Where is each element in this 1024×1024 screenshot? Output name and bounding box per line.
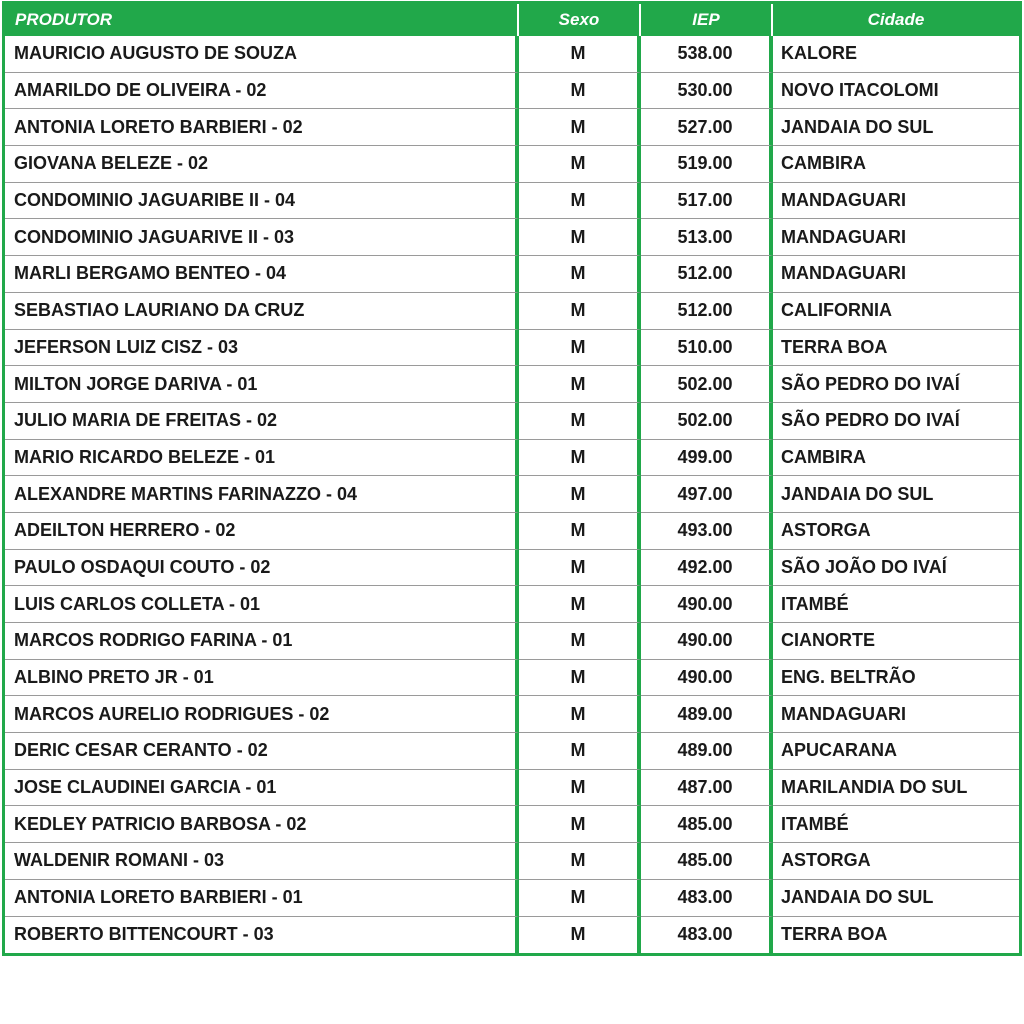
cell-iep: 489.00 (641, 733, 773, 770)
cell-sexo: M (519, 366, 641, 403)
cell-sexo: M (519, 696, 641, 733)
cell-iep: 519.00 (641, 146, 773, 183)
table-row (5, 770, 1019, 807)
cell-sexo: M (519, 330, 641, 367)
producers-table (5, 4, 1019, 953)
cell-iep: 517.00 (641, 183, 773, 220)
table-row (5, 219, 1019, 256)
cell-iep: 502.00 (641, 366, 773, 403)
cell-produtor: SEBASTIAO LAURIANO DA CRUZ (5, 293, 519, 330)
cell-cidade: CAMBIRA (773, 440, 1019, 477)
table-row (5, 73, 1019, 110)
cell-iep: 530.00 (641, 73, 773, 110)
cell-cidade: MANDAGUARI (773, 219, 1019, 256)
table-row (5, 476, 1019, 513)
producers-table-container (2, 1, 1022, 956)
table-row (5, 109, 1019, 146)
cell-cidade: CALIFORNIA (773, 293, 1019, 330)
cell-produtor: LUIS CARLOS COLLETA - 01 (5, 586, 519, 623)
cell-cidade: MANDAGUARI (773, 256, 1019, 293)
cell-produtor: CONDOMINIO JAGUARIVE II - 03 (5, 219, 519, 256)
cell-cidade: JANDAIA DO SUL (773, 109, 1019, 146)
table-row (5, 733, 1019, 770)
cell-cidade: MANDAGUARI (773, 696, 1019, 733)
cell-produtor: ADEILTON HERRERO - 02 (5, 513, 519, 550)
table-row (5, 183, 1019, 220)
table-row (5, 403, 1019, 440)
cell-iep: 499.00 (641, 440, 773, 477)
cell-cidade: ASTORGA (773, 843, 1019, 880)
cell-sexo: M (519, 660, 641, 697)
cell-iep: 489.00 (641, 696, 773, 733)
cell-iep: 490.00 (641, 623, 773, 660)
cell-cidade: APUCARANA (773, 733, 1019, 770)
cell-produtor: ROBERTO BITTENCOURT - 03 (5, 917, 519, 954)
cell-sexo: M (519, 36, 641, 73)
table-row (5, 917, 1019, 954)
cell-cidade: KALORE (773, 36, 1019, 73)
cell-iep: 538.00 (641, 36, 773, 73)
cell-produtor: PAULO OSDAQUI COUTO - 02 (5, 550, 519, 587)
cell-iep: 493.00 (641, 513, 773, 550)
cell-cidade: ENG. BELTRÃO (773, 660, 1019, 697)
cell-produtor: WALDENIR ROMANI - 03 (5, 843, 519, 880)
cell-sexo: M (519, 843, 641, 880)
cell-iep: 510.00 (641, 330, 773, 367)
table-row (5, 880, 1019, 917)
cell-sexo: M (519, 917, 641, 954)
cell-produtor: JOSE CLAUDINEI GARCIA - 01 (5, 770, 519, 807)
cell-produtor: MARCOS RODRIGO FARINA - 01 (5, 623, 519, 660)
cell-sexo: M (519, 880, 641, 917)
table-row (5, 256, 1019, 293)
cell-produtor: ALBINO PRETO JR - 01 (5, 660, 519, 697)
cell-sexo: M (519, 146, 641, 183)
cell-sexo: M (519, 806, 641, 843)
cell-sexo: M (519, 183, 641, 220)
cell-produtor: KEDLEY PATRICIO BARBOSA - 02 (5, 806, 519, 843)
cell-produtor: ANTONIA LORETO BARBIERI - 01 (5, 880, 519, 917)
cell-iep: 512.00 (641, 256, 773, 293)
cell-sexo: M (519, 73, 641, 110)
cell-sexo: M (519, 403, 641, 440)
header-row (5, 4, 1019, 36)
cell-iep: 513.00 (641, 219, 773, 256)
cell-iep: 527.00 (641, 109, 773, 146)
cell-sexo: M (519, 586, 641, 623)
cell-produtor: MAURICIO AUGUSTO DE SOUZA (5, 36, 519, 73)
cell-sexo: M (519, 109, 641, 146)
cell-iep: 485.00 (641, 806, 773, 843)
cell-produtor: MARLI BERGAMO BENTEO - 04 (5, 256, 519, 293)
cell-iep: 490.00 (641, 586, 773, 623)
table-row (5, 696, 1019, 733)
cell-produtor: JEFERSON LUIZ CISZ - 03 (5, 330, 519, 367)
cell-produtor: MARIO RICARDO BELEZE - 01 (5, 440, 519, 477)
table-row (5, 366, 1019, 403)
cell-produtor: ALEXANDRE MARTINS FARINAZZO - 04 (5, 476, 519, 513)
cell-sexo: M (519, 770, 641, 807)
cell-iep: 502.00 (641, 403, 773, 440)
cell-cidade: ASTORGA (773, 513, 1019, 550)
cell-sexo: M (519, 476, 641, 513)
table-row (5, 843, 1019, 880)
cell-cidade: SÃO JOÃO DO IVAÍ (773, 550, 1019, 587)
cell-cidade: JANDAIA DO SUL (773, 880, 1019, 917)
cell-sexo: M (519, 733, 641, 770)
header-produtor: PRODUTOR (5, 4, 519, 36)
cell-sexo: M (519, 513, 641, 550)
header-iep: IEP (641, 4, 773, 36)
cell-sexo: M (519, 623, 641, 660)
cell-cidade: SÃO PEDRO DO IVAÍ (773, 403, 1019, 440)
cell-produtor: JULIO MARIA DE FREITAS - 02 (5, 403, 519, 440)
cell-cidade: TERRA BOA (773, 330, 1019, 367)
cell-produtor: GIOVANA BELEZE - 02 (5, 146, 519, 183)
table-row (5, 36, 1019, 73)
cell-produtor: MILTON JORGE DARIVA - 01 (5, 366, 519, 403)
cell-cidade: ITAMBÉ (773, 806, 1019, 843)
cell-produtor: CONDOMINIO JAGUARIBE II - 04 (5, 183, 519, 220)
cell-produtor: ANTONIA LORETO BARBIERI - 02 (5, 109, 519, 146)
table-header (5, 4, 1019, 36)
cell-produtor: MARCOS AURELIO RODRIGUES - 02 (5, 696, 519, 733)
table-row (5, 660, 1019, 697)
table-row (5, 806, 1019, 843)
cell-sexo: M (519, 256, 641, 293)
table-row (5, 330, 1019, 367)
cell-sexo: M (519, 440, 641, 477)
cell-sexo: M (519, 219, 641, 256)
cell-iep: 485.00 (641, 843, 773, 880)
cell-produtor: DERIC CESAR CERANTO - 02 (5, 733, 519, 770)
cell-produtor: AMARILDO DE OLIVEIRA - 02 (5, 73, 519, 110)
table-row (5, 550, 1019, 587)
cell-cidade: MARILANDIA DO SUL (773, 770, 1019, 807)
cell-cidade: CAMBIRA (773, 146, 1019, 183)
table-row (5, 513, 1019, 550)
cell-cidade: ITAMBÉ (773, 586, 1019, 623)
header-sexo: Sexo (519, 4, 641, 36)
table-row (5, 440, 1019, 477)
cell-iep: 497.00 (641, 476, 773, 513)
cell-sexo: M (519, 550, 641, 587)
cell-cidade: JANDAIA DO SUL (773, 476, 1019, 513)
cell-cidade: TERRA BOA (773, 917, 1019, 954)
cell-iep: 487.00 (641, 770, 773, 807)
cell-cidade: NOVO ITACOLOMI (773, 73, 1019, 110)
cell-iep: 483.00 (641, 917, 773, 954)
header-cidade: Cidade (773, 4, 1019, 36)
cell-iep: 492.00 (641, 550, 773, 587)
cell-cidade: CIANORTE (773, 623, 1019, 660)
table-row (5, 146, 1019, 183)
table-row (5, 293, 1019, 330)
cell-iep: 512.00 (641, 293, 773, 330)
cell-cidade: SÃO PEDRO DO IVAÍ (773, 366, 1019, 403)
cell-iep: 483.00 (641, 880, 773, 917)
cell-cidade: MANDAGUARI (773, 183, 1019, 220)
cell-sexo: M (519, 293, 641, 330)
table-body (5, 36, 1019, 953)
table-row (5, 623, 1019, 660)
cell-iep: 490.00 (641, 660, 773, 697)
table-row (5, 586, 1019, 623)
